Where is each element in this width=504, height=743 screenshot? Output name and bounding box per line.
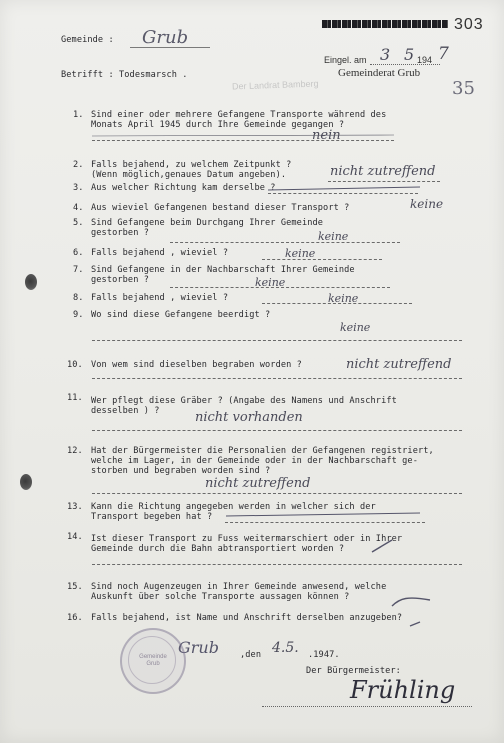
- question-11-text-line-2: desselben ) ?: [91, 406, 160, 416]
- eingel-year-prefix: 194: [417, 55, 433, 65]
- question-7-text-line-2: gestorben ?: [91, 275, 150, 285]
- gemeinderat-stamp: Gemeinderat Grub: [338, 67, 421, 79]
- question-8-text: Falls bejahend , wieviel ?: [91, 293, 229, 303]
- footer-date-handwritten: 4.5.: [272, 640, 299, 656]
- question-5-answer: keine: [318, 230, 349, 243]
- question-14-text-line-2: Gemeinde durch die Bahn abtransportiert worden ?: [91, 544, 345, 554]
- question-15-text-line-2: Auskunft über solche Transporte aussagen können ?: [91, 592, 350, 602]
- question-2-text-line-2: (Wenn möglich,genaues Datum angeben).: [91, 170, 287, 180]
- footer-year: .1947.: [308, 650, 340, 660]
- question-3-number: 3.: [73, 183, 84, 193]
- question-9-answer: keine: [340, 321, 371, 334]
- question-10-text: Von wem sind dieselben begraben worden ?: [91, 360, 302, 370]
- question-2-text-line-1: Falls bejahend, zu welchem Zeitpunkt ?: [91, 160, 292, 170]
- question-1-answer: nein: [312, 128, 341, 143]
- question-5-text-line-1: Sind Gefangene beim Durchgang Ihrer Gemeinde: [91, 218, 324, 228]
- question-13-text-line-2: Transport begeben hat ?: [91, 512, 213, 522]
- question-5-text-line-2: gestorben ?: [91, 228, 150, 238]
- annotation-35: 35: [452, 78, 475, 99]
- seal-text: Gemeinde Grub: [139, 654, 167, 667]
- question-15-text-line-1: Sind noch Augenzeugen in Ihrer Gemeinde anwesend, welche: [91, 582, 387, 592]
- eingel-label: Eingel. am: [324, 55, 367, 65]
- question-3-text: Aus welcher Richtung kam derselbe ?: [91, 183, 276, 193]
- question-11-text-line-1: Wer pflegt diese Gräber ? (Angabe des Namens und Anschrift: [91, 396, 397, 406]
- question-16-number: 16.: [67, 613, 83, 623]
- question-7-answer: keine: [255, 276, 286, 289]
- question-11-number: 11.: [67, 393, 83, 403]
- page-number-stamp: 303: [454, 16, 484, 33]
- gemeinde-label: Gemeinde :: [61, 35, 114, 45]
- question-1-text-line-1: Sind einer oder mehrere Gefangene Transporte während des: [91, 110, 387, 120]
- question-10-number: 10.: [67, 360, 83, 370]
- question-1-text-line-2: Monats April 1945 durch Ihre Gemeinde gegangen ?: [91, 120, 345, 130]
- question-1-number: 1.: [73, 110, 84, 120]
- question-8-answer: keine: [328, 292, 359, 305]
- question-5-number: 5.: [73, 218, 84, 228]
- eingel-day: 3: [380, 45, 391, 64]
- question-6-answer: keine: [285, 247, 316, 260]
- question-15-number: 15.: [67, 582, 83, 592]
- question-4-answer: keine: [410, 197, 444, 211]
- question-8-number: 8.: [73, 293, 84, 303]
- betrifft-line: Betrifft : Todesmarsch .: [61, 70, 188, 80]
- question-4-number: 4.: [73, 203, 84, 213]
- question-12-text-line-3: storben und begraben worden sind ?: [91, 466, 271, 476]
- question-11-answer: nicht vorhanden: [195, 410, 303, 425]
- footer-den: ,den: [240, 650, 262, 660]
- eingel-month: 5: [404, 45, 415, 64]
- question-12-answer: nicht zutreffend: [205, 476, 311, 491]
- question-13-text-line-1: Kann die Richtung angegeben werden in welcher sich der: [91, 502, 376, 512]
- q16-answer-stroke: [410, 622, 420, 626]
- faint-stamp: Der Landrat Bamberg: [231, 78, 319, 92]
- q13-answer-stroke: [226, 513, 420, 516]
- question-9-text: Wo sind diese Gefangene beerdigt ?: [91, 310, 271, 320]
- footer-place-handwritten: Grub: [178, 638, 219, 657]
- question-12-number: 12.: [67, 446, 83, 456]
- question-4-text: Aus wieviel Gefangenen bestand dieser Transport ?: [91, 203, 350, 213]
- q15-answer-stroke: [392, 598, 430, 606]
- question-9-number: 9.: [73, 310, 84, 320]
- question-14-number: 14.: [67, 532, 83, 542]
- question-12-text-line-2: welche im Lager, in der Gemeinde oder in der Nachbarschaft ge-: [91, 456, 418, 466]
- question-14-text-line-1: Ist dieser Transport zu Fuss weitermarschiert oder in Ihrer: [91, 534, 403, 544]
- footer-signature: Frühling: [350, 676, 456, 704]
- question-16-text: Falls bejahend, ist Name und Anschrift derselben anzugeben?: [91, 613, 403, 623]
- question-2-answer: nicht zutreffend: [330, 164, 436, 179]
- q1-underline-stroke: [92, 135, 394, 136]
- question-6-text: Falls bejahend , wieviel ?: [91, 248, 229, 258]
- question-12-text-line-1: Hat der Bürgermeister die Personalien der Gefangenen registriert,: [91, 446, 434, 456]
- q14-answer-stroke: [372, 540, 392, 552]
- question-2-number: 2.: [73, 160, 84, 170]
- q3-answer-stroke: [268, 187, 420, 190]
- footer-buergermeister-label: Der Bürgermeister:: [306, 666, 401, 676]
- eingel-year-suffix: 7: [438, 44, 449, 64]
- question-6-number: 6.: [73, 248, 84, 258]
- question-10-answer: nicht zutreffend: [346, 357, 452, 372]
- gemeinde-value-handwritten: Grub: [142, 27, 189, 48]
- question-7-number: 7.: [73, 265, 84, 275]
- question-13-number: 13.: [67, 502, 83, 512]
- question-7-text-line-1: Sind Gefangene in der Nachbarschaft Ihrer Gemeinde: [91, 265, 355, 275]
